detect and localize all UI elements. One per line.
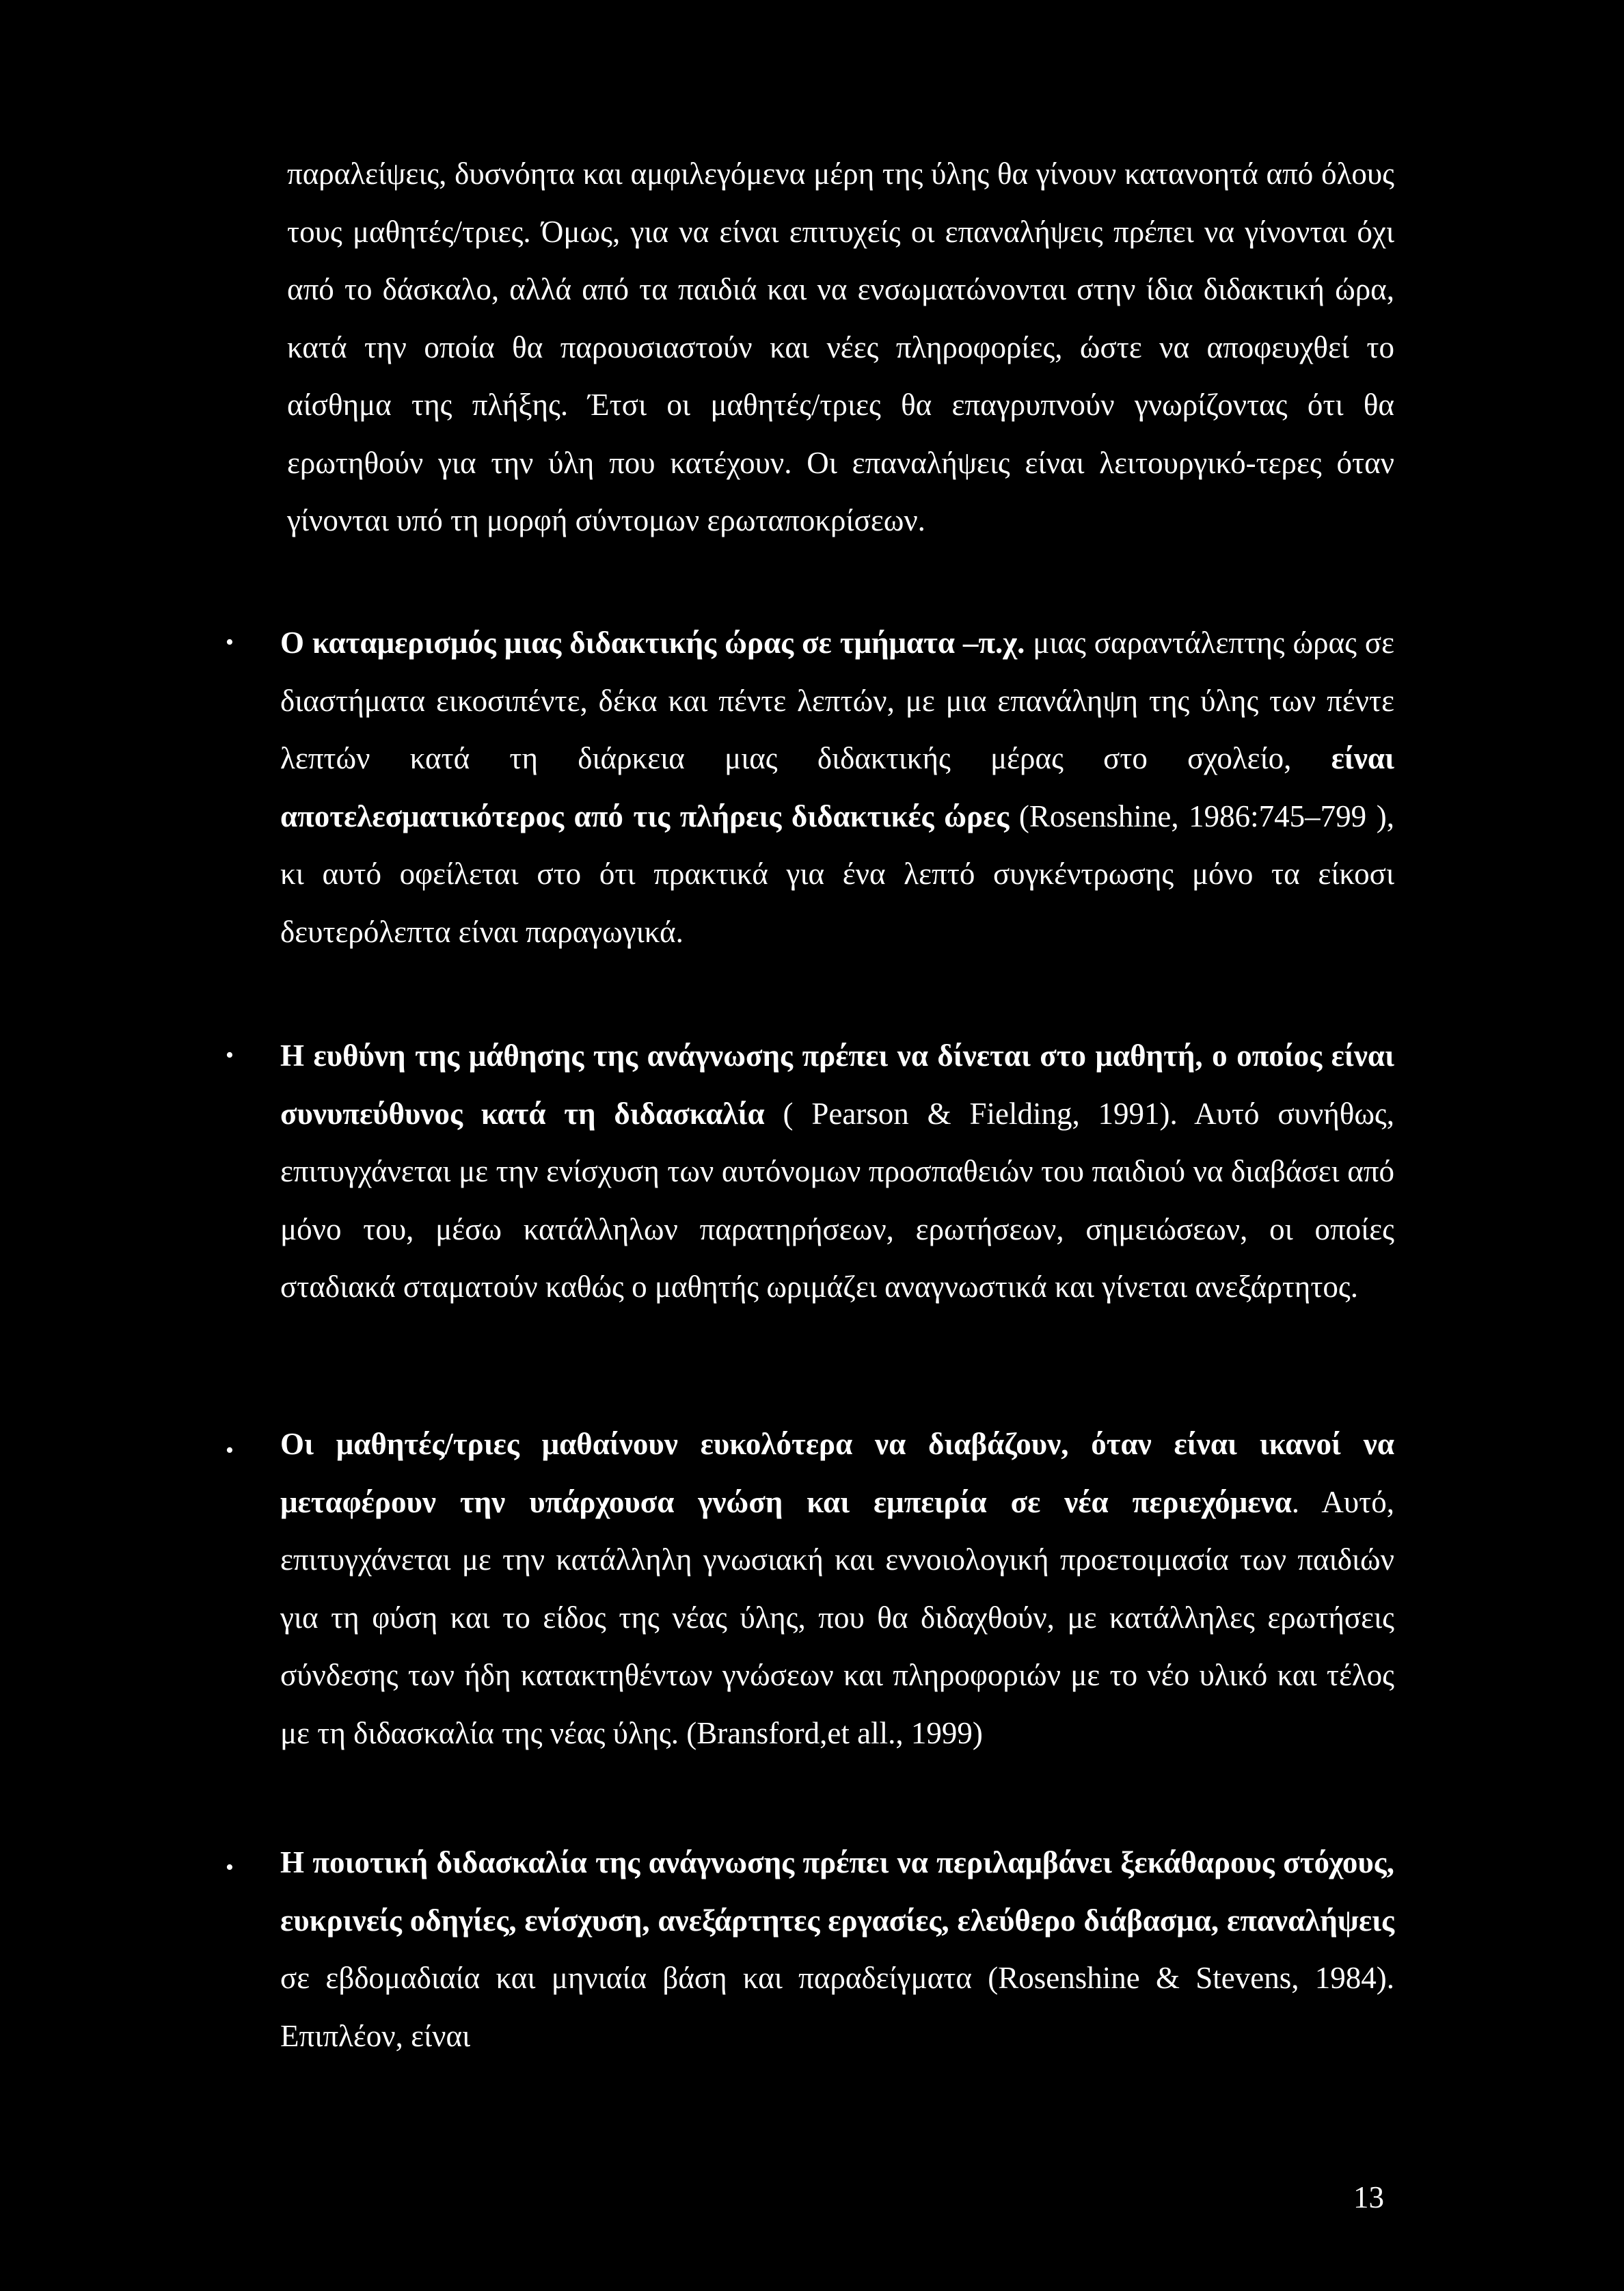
bullet-bold-mid: είναι αποτελεσματικότερος από τις πλήρεις διδακτικές ώρες — [280, 741, 1394, 833]
bullet-bold-lead: Οι μαθητές/τριες μαθαίνουν ευκολότερα να διαβάζουν, όταν είναι ικανοί να μεταφέρουν την υπάρχουσα γνώση και εμπειρία σε νέα περιεχόμενα — [280, 1427, 1394, 1519]
bullet-bold-lead: Ο καταμερισμός μιας διδακτικής ώρας σε τμήματα –π.χ. — [280, 626, 1025, 660]
page-number: 13 — [1353, 2180, 1384, 2214]
bullet-paragraph-quality — [280, 1834, 1394, 2065]
bullet-body-text: μιας σαραντάλεπτης ώρας σε διαστήματα εικοσιπέντε, δέκα και πέντε λεπτών, με μια επανάληψη της ύλης των πέντε λεπτών κατά τη διάρκεια μιας διδακτικής μέρας στο σχολείο, — [280, 626, 1394, 775]
bullet-paragraph-transfer — [280, 1415, 1394, 1762]
bullet-body-text: (Rosenshine, 1986:745–799 ), κι αυτό οφείλεται στο ότι πρακτικά για ένα λεπτό συγκέντρωσης μόνο τα είκοσι δευτερόλεπτα είναι παραγωγικά. — [280, 799, 1394, 949]
bullet-marker: • — [226, 630, 234, 655]
bullet-marker: • — [226, 1043, 234, 1068]
bullet-bold-lead: Η ευθύνη της μάθησης της ανάγνωσης πρέπει να δίνεται στο μαθητή, ο οποίος είναι συνυπεύθυνος κατά τη διδασκαλία — [280, 1039, 1394, 1131]
bullet-paragraph-segmentation — [280, 614, 1394, 961]
bullet-body-text: σε εβδομαδιαία και μηνιαία βάση και παραδείγματα (Rosenshine & Stevens, 1984). Επιπλέον, είναι — [280, 1961, 1394, 2053]
bullet-body-text: ( Pearson & Fielding, 1991). Αυτό συνήθως, επιτυγχάνεται με την ενίσχυση των αυτόνομων προσπαθειών του παιδιού να διαβάσει από μόνο του, μέσω κατάλληλων παρατηρήσεων, ερωτήσεων, σημειώσεων, οι οποίες σταδιακά σταματούν καθώς ο μαθητής ωριμάζει αναγνωστικά και γίνεται ανεξάρτητος. — [280, 1096, 1395, 1304]
bullet-marker: • — [226, 1855, 234, 1880]
intro-paragraph: παραλείψεις, δυσνόητα και αμφιλεγόμενα μέρη της ύλης θα γίνουν κατανοητά από όλους τους μαθητές/τριες. Όμως, για να είναι επιτυχείς οι επαναλήψεις πρέπει να γίνονται όχι από το δάσκαλο, αλλά από τα παιδιά και να ενσωματώνονται στην ίδια διδακτική ώρα, κατά την οποία θα παρουσιαστούν και νέες πληροφορίες, ώστε να αποφευχθεί το αίσθημα της πλήξης. Έτσι οι μαθητές/τριες θα επαγρυπνούν γνωρίζοντας ότι θα ερωτηθούν για την ύλη που κατέχουν. Οι επαναλήψεις είναι λειτουργικό-τερες όταν γίνονται υπό τη μορφή σύντομων ερωταποκρίσεων. — [287, 157, 1394, 537]
bullet-bold-lead: Η ποιοτική διδασκαλία της ανάγνωσης πρέπει να περιλαμβάνει ξεκάθαρους στόχους, ευκρινείς οδηγίες, ενίσχυση, ανεξάρτητες εργασίες, ελεύθερο διάβασμα, επαναλήψεις — [280, 1845, 1394, 1938]
bullet-paragraph-responsibility — [280, 1027, 1394, 1316]
bullet-body-text: . Αυτό, επιτυγχάνεται με την κατάλληλη γνωσιακή και εννοιολογική προετοιμασία των παιδιών για τη φύση και το είδος της νέας ύλης, που θα διδαχθούν, με κατάλληλες ερωτήσεις σύνδεσης των ήδη κατακτηθέντων γνώσεων και πληροφοριών με το νέο υλικό και τέλος με τη διδασκαλία της νέας ύλης. (Bransford,et all., 1999) — [280, 1484, 1394, 1750]
bullet-marker: • — [226, 1438, 234, 1463]
